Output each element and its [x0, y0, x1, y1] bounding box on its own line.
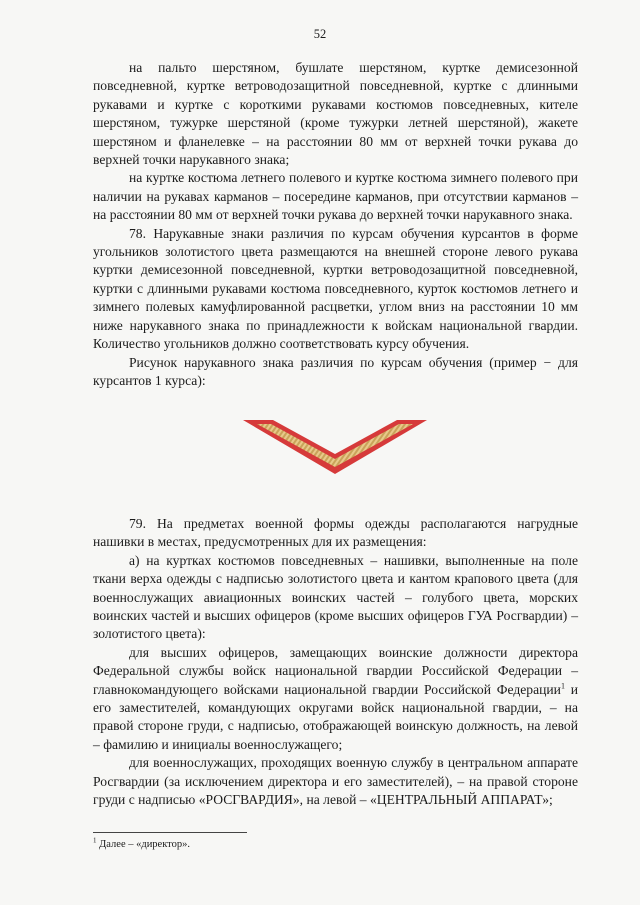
paragraph-coat-placement: на пальто шерстяном, бушлате шерстяном, куртке демисезонной повседневной, куртке ветроводозащитной повседневной, куртке с длинными рукавами и куртке с короткими рукавами костюмов повседневных, кителе шерстяном, тужурке шерстяной (кроме тужурки летней шерстяной), жакете шерстяном и фланелевке – на расстоянии 80 мм от верхней точки рукава до верхней точки нарукавного знака;	[93, 60, 578, 168]
paragraph-field-jacket-placement: на куртке костюма летнего полевого и куртке костюма зимнего полевого при наличии на рукавах карманов – посередине карманов, при отсутствии карманов – на расстоянии 80 мм от верхней точки рукава до верхней точки нарукавного знака.	[93, 170, 578, 223]
paragraph-senior-officers	[93, 644, 578, 754]
paragraph-78-course-insignia: 78. Нарукавные знаки различия по курсам обучения курсантов в форме угольников золотистого цвета размещаются на внешней стороне левого рукава куртки демисезонной повседневной, куртки ветроводозащитной повседневной, куртки с длинными рукавами костюма повседневного, курток костюмов летнего и зимнего полевых камуфлированной расцветки, углом вниз на расстоянии 10 мм ниже нарукавного знака по принадлежности к войскам национальной гвардии. Количество угольников должно соответствовать курсу обучения.	[93, 225, 578, 352]
footnote-reference[interactable]: 1	[560, 681, 565, 691]
course-chevron-figure	[243, 420, 427, 474]
footnote-divider	[93, 832, 247, 833]
paragraph-figure-caption: Рисунок нарукавного знака различия по курсам обучения (пример − для курсантов 1 курса):	[93, 354, 578, 388]
page-number: 52	[313, 27, 327, 41]
senior-officers-text: для высших офицеров, замещающих воинские должности директора Федеральной службы войск национальной гвардии Российской Федерации – главнокомандующего войсками национальной гвардии Российской Федерации	[93, 644, 578, 697]
paragraph-central-office: для военнослужащих, проходящих военную службу в центральном аппарате Росгвардии (за исключением директора и его заместителей), – на правой стороне груди с надписью «РОСГВАРДИЯ», на левой – «ЦЕНТРАЛЬНЫЙ АППАРАТ»;	[93, 755, 578, 808]
body-bottom	[93, 515, 578, 810]
senior-officers-text-cont: и его заместителей, командующих округами войск национальной гвардии, – на правой стороне груди, с надписью, отображающей воинскую должность, на левой – фамилию и инициалы военнослужащего;	[93, 681, 578, 752]
footnote-mark: 1	[93, 836, 97, 845]
body-top	[93, 59, 578, 390]
footnote-text: Далее – «директор».	[96, 839, 191, 850]
paragraph-79-chest-patches: 79. На предметах военной формы одежды располагаются нагрудные нашивки в местах, предусмотренных для их размещения:	[93, 516, 578, 550]
paragraph-79a-casual-jackets: а) на куртках костюмов повседневных – нашивки, выполненные на поле ткани верха одежды с надписью золотистого цвета и кантом крапового цвета (для военнослужащих авиационных воинских частей – голубого цвета, морских воинских частей и высших офицеров (кроме высших офицеров ГУА Росгвардии) – золотистого цвета):	[93, 552, 578, 642]
chevron-gold-band	[257, 424, 413, 467]
footnote	[93, 836, 191, 850]
